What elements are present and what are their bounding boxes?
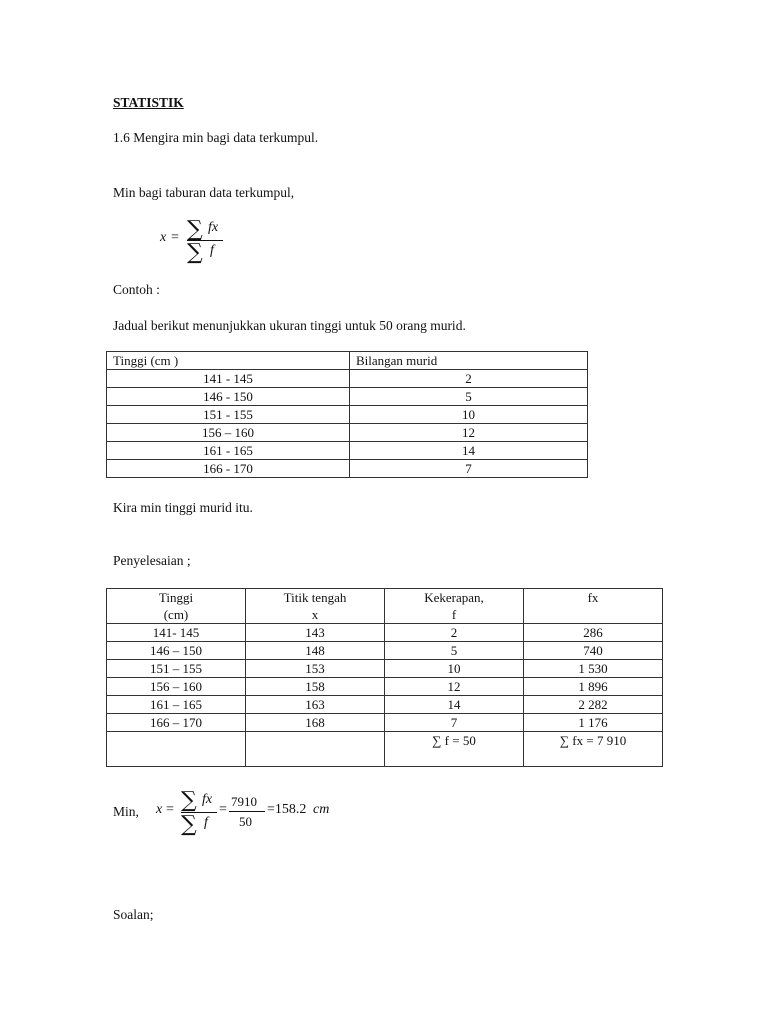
table-row xyxy=(107,714,663,732)
table-row xyxy=(107,406,588,424)
table-header-cell xyxy=(107,589,246,624)
result-value-fraction-bar xyxy=(229,811,265,812)
formula-sigma-top: ∑ xyxy=(187,217,203,242)
intro-text: Min bagi taburan data terkumpul, xyxy=(113,185,295,200)
table-cell: 10 xyxy=(350,406,588,424)
table-row xyxy=(107,388,588,406)
table-cell: 161 – 165 xyxy=(107,696,246,714)
result-lhs: x xyxy=(156,802,163,817)
table-cell: 740 xyxy=(524,642,663,660)
table-cell: 146 - 150 xyxy=(107,388,350,406)
result-value-numerator: 7910 xyxy=(231,794,257,809)
result-label: Min, xyxy=(113,804,139,819)
result-equals: = xyxy=(166,802,174,817)
table-row xyxy=(107,460,588,478)
formula-lhs: x xyxy=(160,230,167,245)
header-line: (cm) xyxy=(163,607,189,622)
table-cell: 148 xyxy=(246,642,385,660)
table-cell: 151 - 155 xyxy=(107,406,350,424)
solution-table xyxy=(106,588,663,767)
formula-sigma-bottom: ∑ xyxy=(187,240,203,265)
table-cell: 1 896 xyxy=(524,678,663,696)
header-line: Titik tengah xyxy=(283,590,347,605)
table-cell xyxy=(246,732,385,767)
table-cell: 143 xyxy=(246,624,385,642)
table-cell: 14 xyxy=(350,442,588,460)
header-line: fx xyxy=(587,590,599,605)
table-cell: 286 xyxy=(524,624,663,642)
table-row xyxy=(107,442,588,460)
table-row xyxy=(107,696,663,714)
table-cell: 5 xyxy=(350,388,588,406)
header-line: Tinggi xyxy=(158,590,194,605)
example-label: Contoh : xyxy=(113,282,160,297)
table-cell: 161 - 165 xyxy=(107,442,350,460)
table-header-cell: Tinggi (cm ) xyxy=(107,352,350,370)
table-row xyxy=(107,624,663,642)
table-cell: 156 – 160 xyxy=(107,678,246,696)
result-numerator: fx xyxy=(202,792,213,807)
table-row xyxy=(107,642,663,660)
header-line: f xyxy=(451,607,457,622)
table-cell xyxy=(107,732,246,767)
total-frequency: ∑ f = 50 xyxy=(385,732,524,767)
formula-equals: = xyxy=(171,230,179,245)
table-cell: 153 xyxy=(246,660,385,678)
table-header-cell xyxy=(385,589,524,624)
header-line: x xyxy=(311,607,319,622)
table-cell: 166 - 170 xyxy=(107,460,350,478)
table-cell: 141 - 145 xyxy=(107,370,350,388)
table-cell: 12 xyxy=(350,424,588,442)
table-cell: 151 – 155 xyxy=(107,660,246,678)
table-cell: 166 – 170 xyxy=(107,714,246,732)
table-cell: 7 xyxy=(350,460,588,478)
table-row xyxy=(107,660,663,678)
table-cell: 168 xyxy=(246,714,385,732)
section-title: 1.6 Mengira min bagi data terkumpul. xyxy=(113,130,319,145)
table-cell: 10 xyxy=(385,660,524,678)
table-cell: 146 – 150 xyxy=(107,642,246,660)
table-cell: 1 530 xyxy=(524,660,663,678)
result-unit: cm xyxy=(313,802,330,817)
question-text: Kira min tinggi murid itu. xyxy=(113,500,253,515)
table-header-cell xyxy=(524,589,663,624)
table-row xyxy=(107,424,588,442)
table-header-row xyxy=(107,352,588,370)
height-frequency-table xyxy=(106,351,588,478)
result-sigma-top: ∑ xyxy=(181,788,197,813)
result-sigma-bottom: ∑ xyxy=(181,812,197,837)
result-value-denominator: 50 xyxy=(239,814,252,829)
table-row xyxy=(107,678,663,696)
total-fx: ∑ fx = 7 910 xyxy=(524,732,663,767)
page-title: STATISTIK xyxy=(113,95,184,110)
header-line: Kekerapan, xyxy=(424,590,484,605)
table-cell: 14 xyxy=(385,696,524,714)
result-equals-2: = xyxy=(219,802,227,817)
table-cell: 12 xyxy=(385,678,524,696)
table-cell: 156 – 160 xyxy=(107,424,350,442)
table-cell: 158 xyxy=(246,678,385,696)
example-text: Jadual berikut menunjukkan ukuran tinggi untuk 50 orang murid. xyxy=(113,318,466,333)
table-cell: 2 xyxy=(350,370,588,388)
result-denominator: f xyxy=(204,815,208,830)
table-cell: 141- 145 xyxy=(107,624,246,642)
table-header-row xyxy=(107,589,663,624)
table-cell: 7 xyxy=(385,714,524,732)
table-cell: 1 176 xyxy=(524,714,663,732)
result-answer: =158.2 xyxy=(267,802,307,817)
table-totals-row xyxy=(107,732,663,767)
table-cell: 2 xyxy=(385,624,524,642)
table-row xyxy=(107,370,588,388)
formula-numerator: fx xyxy=(208,220,219,235)
table-header-cell xyxy=(246,589,385,624)
table-cell: 2 282 xyxy=(524,696,663,714)
table-cell: 5 xyxy=(385,642,524,660)
exercise-label: Soalan; xyxy=(113,907,154,922)
table-header-cell: Bilangan murid xyxy=(350,352,588,370)
table-cell: 163 xyxy=(246,696,385,714)
solution-label: Penyelesaian ; xyxy=(113,553,191,568)
formula-denominator: f xyxy=(210,243,214,258)
